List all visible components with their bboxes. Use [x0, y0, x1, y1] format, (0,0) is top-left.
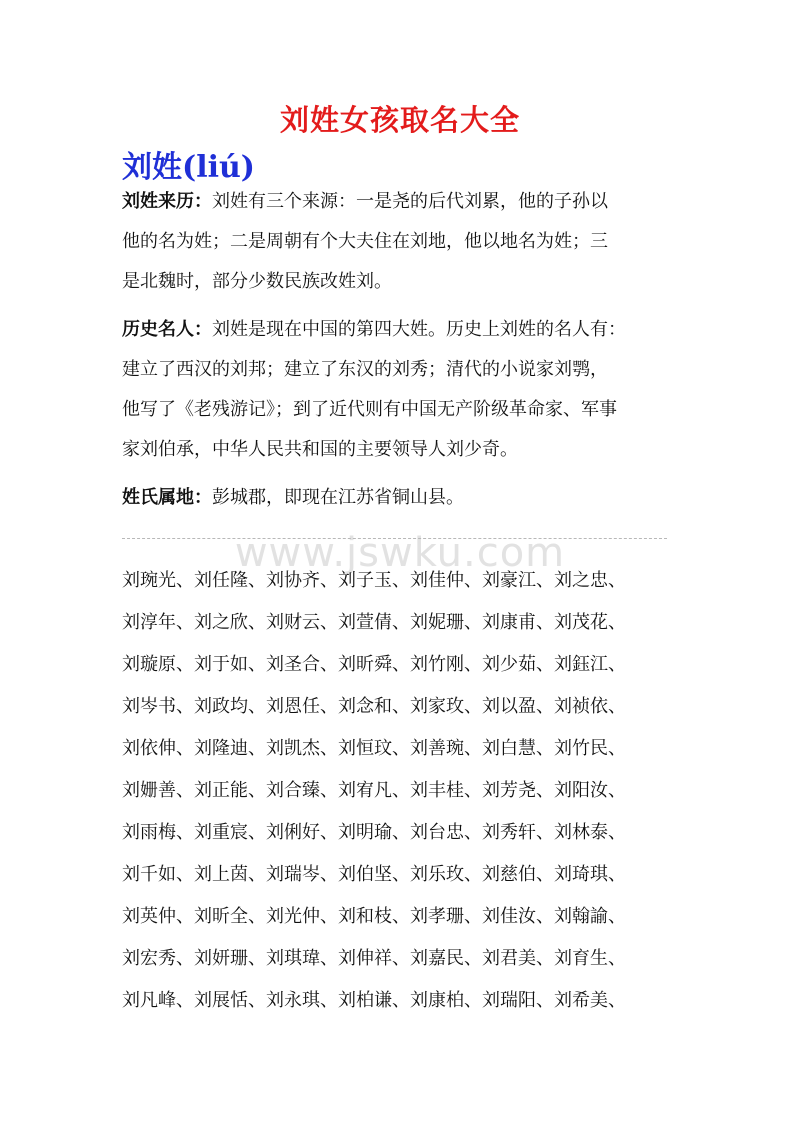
name-list	[122, 560, 692, 1022]
homeland-text: 彭城郡，即现在江苏省铜山县。	[212, 487, 464, 508]
famous-text-1: 刘姓是现在中国的第四大姓。历史上刘姓的名人有：	[212, 319, 626, 340]
name-row: 刘雨梅、刘重宸、刘俐好、刘明瑜、刘台忠、刘秀轩、刘林泰、	[122, 822, 626, 843]
famous-line-3: 他写了《老残游记》；到了近代则有中国无产阶级革命家、军事	[122, 399, 617, 420]
origin-paragraph	[122, 182, 682, 302]
name-row: 刘姗善、刘正能、刘合臻、刘宥凡、刘丰桂、刘芳尧、刘阳汝、	[122, 780, 626, 801]
famous-line-2: 建立了西汉的刘邦；建立了东汉的刘秀；清代的小说家刘鹗，	[122, 359, 608, 380]
name-row: 刘依伸、刘隆迪、刘凯杰、刘恒玟、刘善琬、刘白慧、刘竹民、	[122, 738, 626, 759]
homeland-paragraph	[122, 478, 682, 518]
origin-text-1: 刘姓有三个来源：一是尧的后代刘累，他的子孙以	[212, 191, 608, 212]
name-row: 刘千如、刘上茵、刘瑞岑、刘伯坚、刘乐玫、刘慈伯、刘琦琪、	[122, 864, 626, 885]
surname-heading: 刘姓(liú)	[122, 150, 255, 185]
origin-label: 刘姓来历：	[122, 191, 212, 212]
name-row: 刘凡峰、刘展恬、刘永琪、刘柏谦、刘康柏、刘瑞阳、刘希美、	[122, 990, 626, 1011]
origin-line-2: 他的名为姓；二是周朝有个大夫住在刘地，他以地名为姓；三	[122, 231, 608, 252]
famous-line-1	[122, 310, 682, 350]
homeland-label: 姓氏属地：	[122, 487, 212, 508]
homeland-line	[122, 478, 682, 518]
origin-line-3: 是北魏时，部分少数民族改姓刘。	[122, 271, 392, 292]
name-row: 刘琬光、刘任隆、刘协齐、刘子玉、刘佳仲、刘豪江、刘之忠、	[122, 570, 626, 591]
document-title: 刘姓女孩取名大全	[279, 103, 520, 137]
famous-line-4: 家刘伯承，中华人民共和国的主要领导人刘少奇。	[122, 439, 518, 460]
name-row: 刘英仲、刘昕全、刘光仲、刘和枝、刘孝珊、刘佳汝、刘翰諭、	[122, 906, 626, 927]
dashed-divider	[122, 538, 667, 539]
name-row: 刘岑书、刘政均、刘恩任、刘念和、刘家玫、刘以盈、刘祯依、	[122, 696, 626, 717]
watermark: www.jswku.com	[234, 530, 566, 576]
famous-people-paragraph	[122, 310, 682, 470]
name-row: 刘宏秀、刘妍珊、刘琪瑋、刘伸祥、刘嘉民、刘君美、刘育生、	[122, 948, 626, 969]
name-row: 刘璇原、刘于如、刘圣合、刘昕舜、刘竹刚、刘少茹、刘鈺江、	[122, 654, 626, 675]
origin-line-1	[122, 182, 682, 222]
name-row: 刘淳年、刘之欣、刘财云、刘萱倩、刘妮珊、刘康甫、刘茂花、	[122, 612, 626, 633]
famous-label: 历史名人：	[122, 319, 212, 340]
